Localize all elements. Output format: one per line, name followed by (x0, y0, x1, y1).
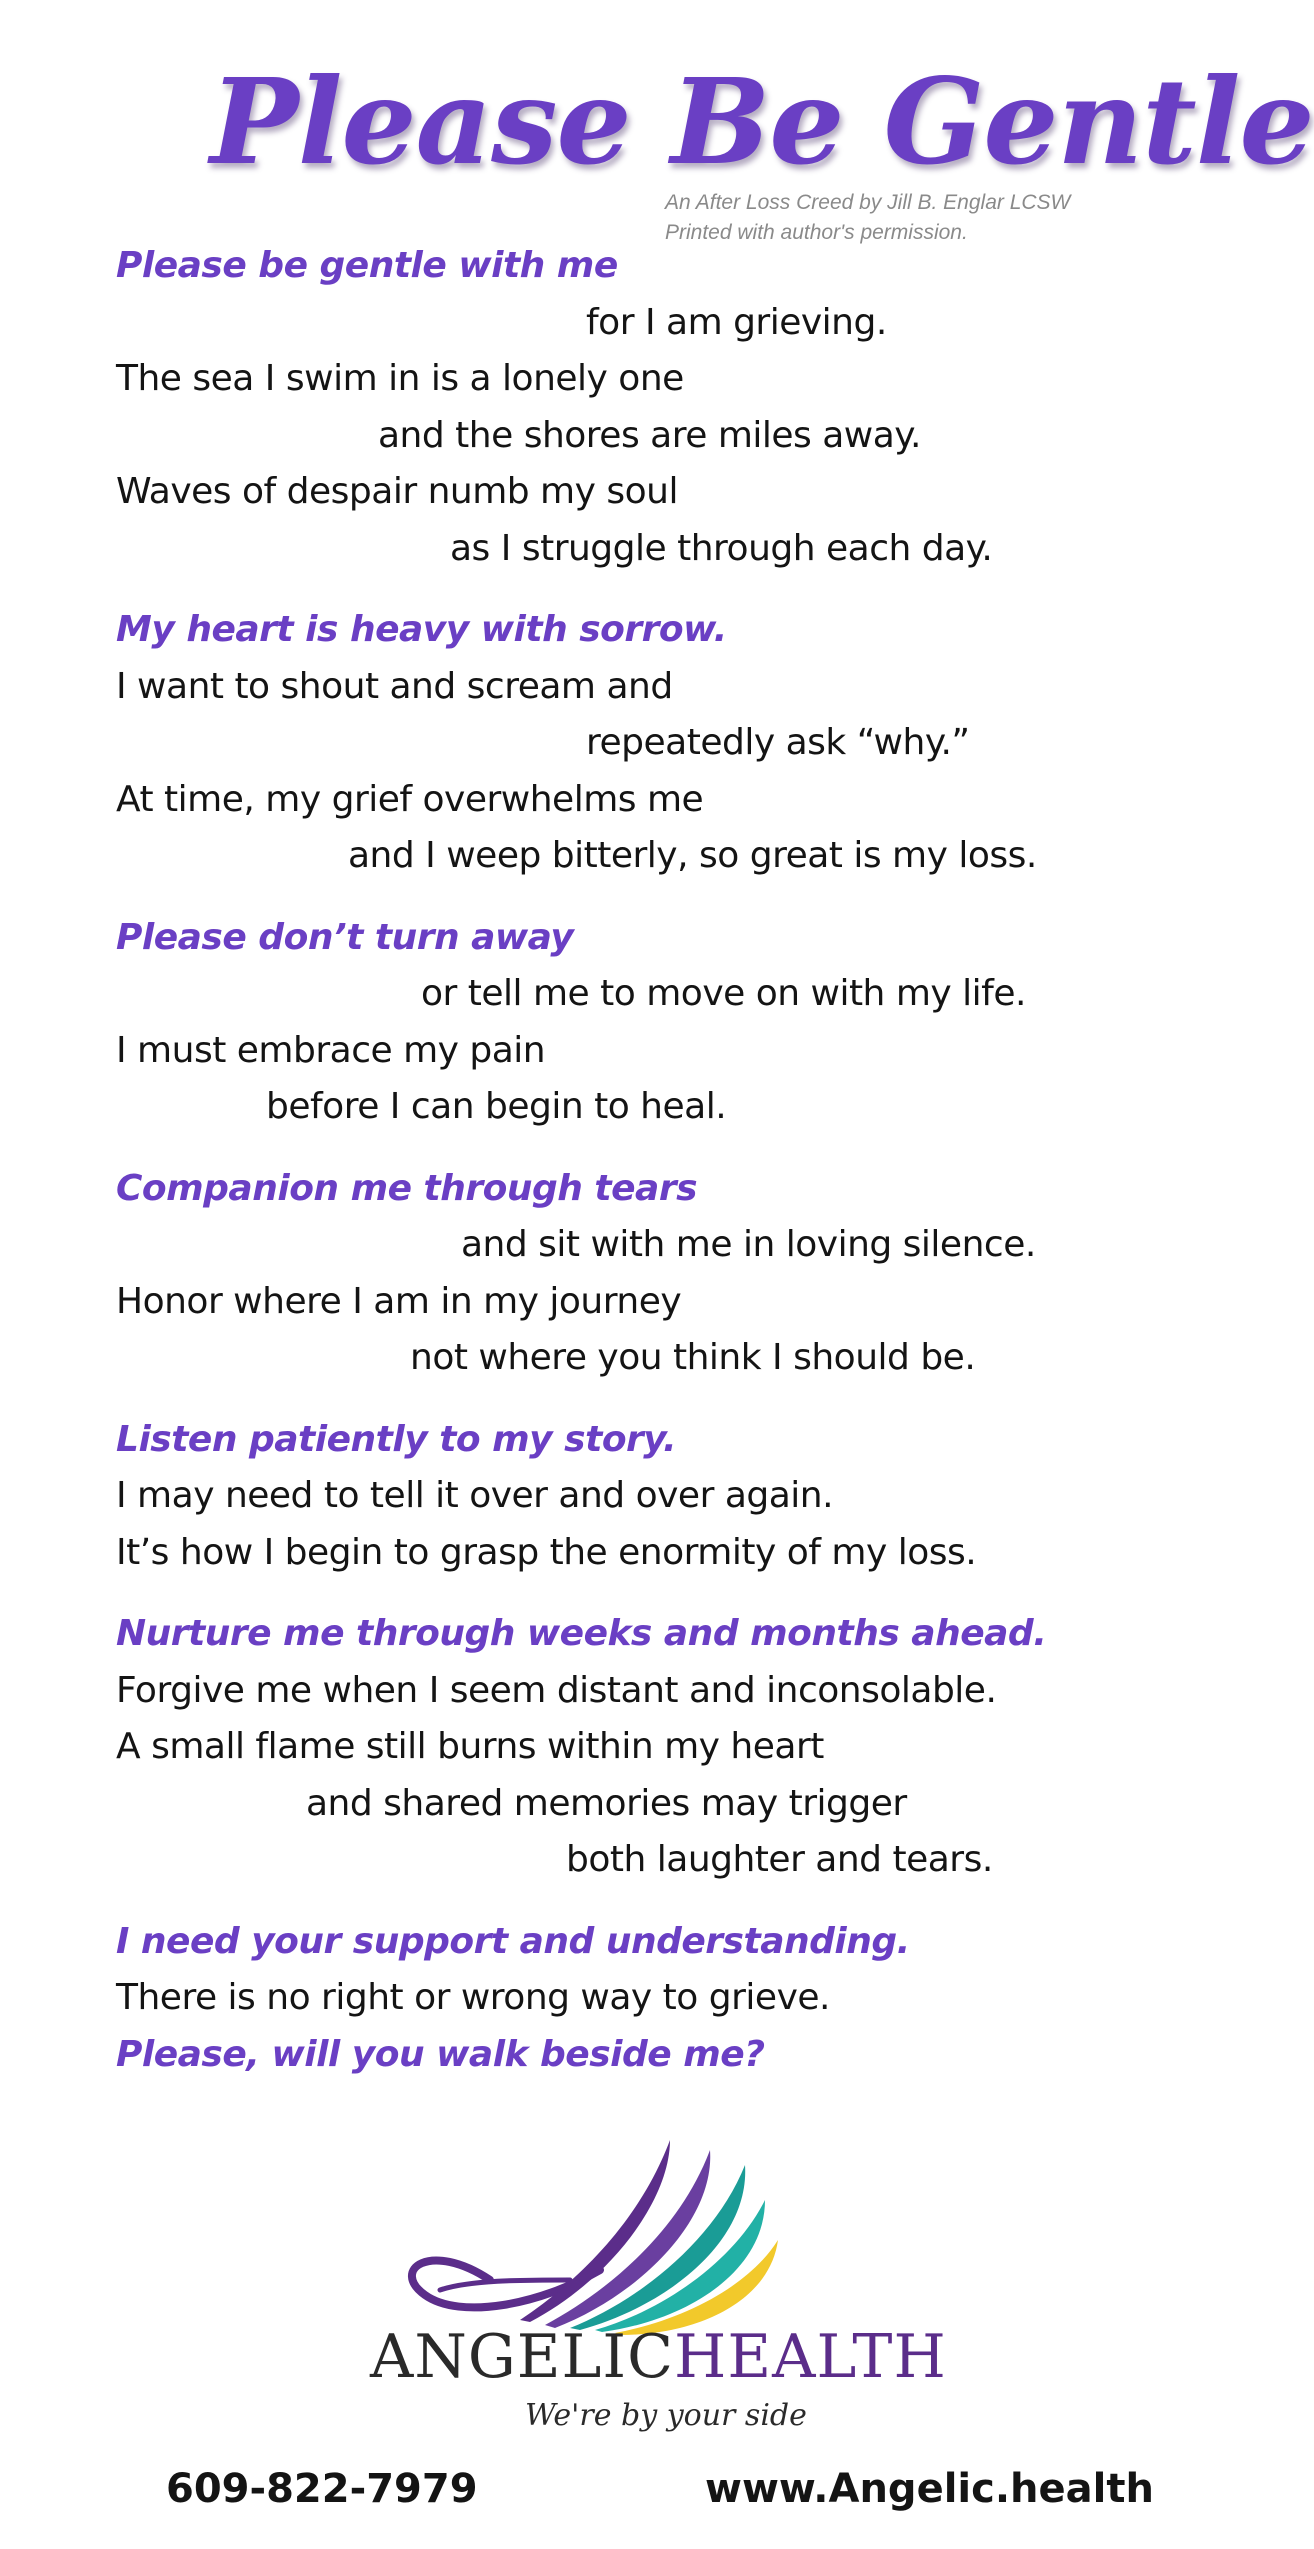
contact-website-link[interactable]: www.Angelic.health (705, 2466, 1154, 2512)
poem-line: both laughter and tears. (566, 1839, 993, 1880)
poem-line: before I can begin to heal. (266, 1086, 727, 1127)
poem-line: I may need to tell it over and over again. (116, 1475, 834, 1516)
poem-line: Forgive me when I seem distant and inconsolable. (116, 1669, 997, 1711)
poem-line: I must embrace my pain (116, 1029, 546, 1071)
poem-line: as I struggle through each day. (450, 527, 993, 569)
poem-line: and sit with me in loving silence. (461, 1224, 1036, 1265)
poem-line: repeatedly ask “why.” (586, 722, 970, 763)
credit-line-permission: Printed with author's permission. (665, 221, 968, 244)
stanza-1 (116, 238, 1116, 577)
stanza-lead-line: Please be gentle with me (116, 245, 618, 286)
poem-line: At time, my grief overwhelms me (116, 778, 704, 820)
poem-line: A small flame still burns within my heart (116, 1726, 824, 1767)
stanza-lead-line: Please don’t turn away (116, 916, 574, 958)
poem-line: It’s how I begin to grasp the enormity of my loss. (116, 1531, 977, 1573)
poem-body (116, 238, 1116, 2108)
stanza-lead-line: Companion me through tears (116, 1167, 698, 1209)
stanza-5 (116, 1412, 1116, 1582)
brand-tagline: We're by your side (525, 2398, 807, 2433)
brand-name (370, 2322, 947, 2392)
brand-name-health: HEALTH (674, 2322, 947, 2392)
poem-line: The sea I swim in is a lonely one (116, 358, 684, 399)
page-title: Please Be Gentle (210, 52, 1314, 191)
credit-line-author: An After Loss Creed by Jill B. Englar LCSW (665, 191, 1071, 214)
logo-loop-shape-inner (440, 2280, 570, 2290)
poem-line: There is no right or wrong way to grieve. (116, 1977, 830, 2018)
stanza-closing-line: Please, will you walk beside me? (116, 2033, 765, 2075)
brand-name-angelic: ANGELIC (370, 2322, 675, 2392)
stanza-4 (116, 1161, 1116, 1387)
stanza-7 (116, 1914, 1116, 2084)
stanza-2 (116, 602, 1116, 885)
poem-line: for I am grieving. (586, 301, 887, 343)
stanza-6 (116, 1606, 1116, 1889)
stanza-lead-line: I need your support and understanding. (116, 1920, 910, 1962)
poem-line: I want to shout and scream and (116, 665, 673, 707)
poem-line: Honor where I am in my journey (116, 1280, 682, 1322)
poem-line: not where you think I should be. (410, 1337, 976, 1378)
stanza-lead-line: My heart is heavy with sorrow. (116, 609, 727, 650)
poem-line: and shared memories may trigger (306, 1782, 907, 1824)
stanza-3 (116, 910, 1116, 1136)
poem-line: Waves of despair numb my soul (116, 471, 678, 512)
contact-phone[interactable]: 609-822-7979 (166, 2466, 478, 2512)
poem-line: and I weep bitterly, so great is my loss. (348, 835, 1037, 876)
stanza-lead-line: Listen patiently to my story. (116, 1418, 677, 1460)
poem-line: or tell me to move on with my life. (421, 973, 1026, 1014)
poem-line: and the shores are miles away. (378, 414, 921, 456)
stanza-lead-line: Nurture me through weeks and months ahead. (116, 1613, 1047, 1654)
